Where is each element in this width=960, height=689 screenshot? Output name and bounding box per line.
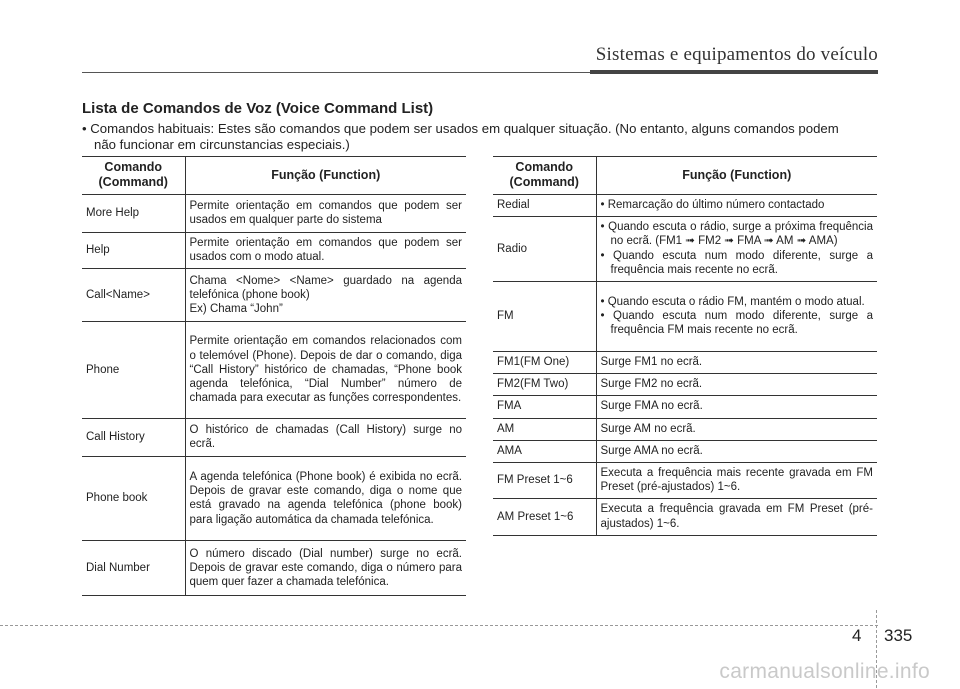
command-cell: Dial Number [82, 541, 185, 596]
column-header-function: Função (Function) [185, 157, 466, 195]
header-command-line1: Comando [515, 160, 574, 174]
function-cell: O número discado (Dial number) surge no ecrã. Depois de gravar este comando, diga o número para quem quer fazer a chamada telefónica. [185, 541, 466, 596]
bullet-item: • Quando escuta o rádio FM, mantém o modo atual. [600, 295, 865, 308]
intro-line-1: • Comandos habituais: Estes são comandos que podem ser usados em qualquer situação. (No entanto, alguns comandos podem [82, 121, 839, 136]
table-row [493, 217, 877, 282]
table-row [82, 269, 466, 322]
table-row [493, 463, 877, 499]
header-command-line2: (Command) [98, 175, 168, 189]
column-header-command [493, 157, 596, 195]
table-row [82, 419, 466, 457]
table-row [493, 499, 877, 535]
command-cell: Call History [82, 419, 185, 457]
function-cell: Surge FM2 no ecrã. [596, 374, 877, 396]
function-cell: • Remarcação do último número contactado [596, 195, 877, 217]
table-row [493, 396, 877, 418]
command-cell: FMA [493, 396, 596, 418]
function-cell: Executa a frequência mais recente gravada em FM Preset (pré-ajustados) 1~6. [596, 463, 877, 499]
function-cell: Surge AMA no ecrã. [596, 440, 877, 462]
function-cell: Surge AM no ecrã. [596, 418, 877, 440]
radio-commands-table [493, 156, 877, 536]
table-row [82, 541, 466, 596]
table-header-row [493, 157, 877, 195]
function-cell: O histórico de chamadas (Call History) surge no ecrã. [185, 419, 466, 457]
bullet-item: • Quando escuta num modo diferente, surge a frequência FM mais recente no ecrã. [600, 309, 873, 337]
function-cell [185, 269, 466, 322]
section-title: Lista de Comandos de Voz (Voice Command List) [82, 100, 434, 117]
intro-paragraph [82, 121, 882, 153]
function-example: Ex) Chama “John” [189, 303, 283, 315]
common-commands-table [82, 156, 466, 596]
header-command-line2: (Command) [509, 175, 579, 189]
table-row [493, 418, 877, 440]
table-header-row [82, 157, 466, 195]
command-cell: FM2(FM Two) [493, 374, 596, 396]
command-cell: Radio [493, 217, 596, 282]
table-row [493, 352, 877, 374]
table-row [82, 457, 466, 541]
header-accent-bar [590, 70, 878, 74]
function-cell: Permite orientação em comandos relacionados com o telemóvel (Phone). Depois de dar o comando, diga “Call History” histórico de chamadas, “Phone book agenda telefónica, “Dial Number” número de chamada para executar as funções correspondentes. [185, 322, 466, 419]
header-command-line1: Comando [104, 160, 163, 174]
page-number: 335 [884, 626, 913, 645]
function-cell: Surge FM1 no ecrã. [596, 352, 877, 374]
command-cell: Phone [82, 322, 185, 419]
command-cell: Call<Name> [82, 269, 185, 322]
function-text: Chama <Nome> <Name> guardado na agenda telefónica (phone book) [189, 274, 462, 301]
table-row [493, 374, 877, 396]
command-cell: Redial [493, 195, 596, 217]
running-header: Sistemas e equipamentos do veículo [595, 44, 878, 65]
function-cell: Permite orientação em comandos que podem ser usados com o modo atual. [185, 233, 466, 269]
footer-rule [0, 625, 878, 626]
command-cell: More Help [82, 195, 185, 233]
command-cell: AM [493, 418, 596, 440]
column-header-command [82, 157, 185, 195]
intro-line-2: não funcionar em circunstancias especiais.) [94, 137, 350, 152]
command-cell: Phone book [82, 457, 185, 541]
command-cell: Help [82, 233, 185, 269]
bullet-item: • Quando escuta num modo diferente, surge a frequência mais recente no ecrã. [600, 249, 873, 276]
column-header-function: Função (Function) [596, 157, 877, 195]
watermark-text: carmanualsonline.info [719, 660, 930, 683]
function-cell: Permite orientação em comandos que podem ser usados em qualquer parte do sistema [185, 195, 466, 233]
table-row [82, 233, 466, 269]
chapter-number: 4 [852, 626, 862, 645]
command-cell: AM Preset 1~6 [493, 499, 596, 535]
command-cell: FM [493, 282, 596, 352]
table-row [493, 440, 877, 462]
table-row [493, 195, 877, 217]
function-cell: Executa a frequência gravada em FM Preset (pré-ajustados) 1~6. [596, 499, 877, 535]
command-cell: AMA [493, 440, 596, 462]
table-row [493, 282, 877, 352]
command-cell: FM Preset 1~6 [493, 463, 596, 499]
command-cell: FM1(FM One) [493, 352, 596, 374]
table-row [82, 195, 466, 233]
function-cell [596, 282, 877, 352]
function-cell: A agenda telefónica (Phone book) é exibida no ecrã. Depois de gravar este comando, diga o nome que está gravado na agenda telefónica (phone book) para ligação automática da chamada telefónica. [185, 457, 466, 541]
function-cell [596, 217, 877, 282]
function-cell: Surge FMA no ecrã. [596, 396, 877, 418]
bullet-item: • Quando escuta o rádio, surge a próxima frequência no ecrã. (FM1 ➟ FM2 ➟ FMA ➟ AM ➟ AMA) [600, 221, 873, 248]
table-row [82, 322, 466, 419]
